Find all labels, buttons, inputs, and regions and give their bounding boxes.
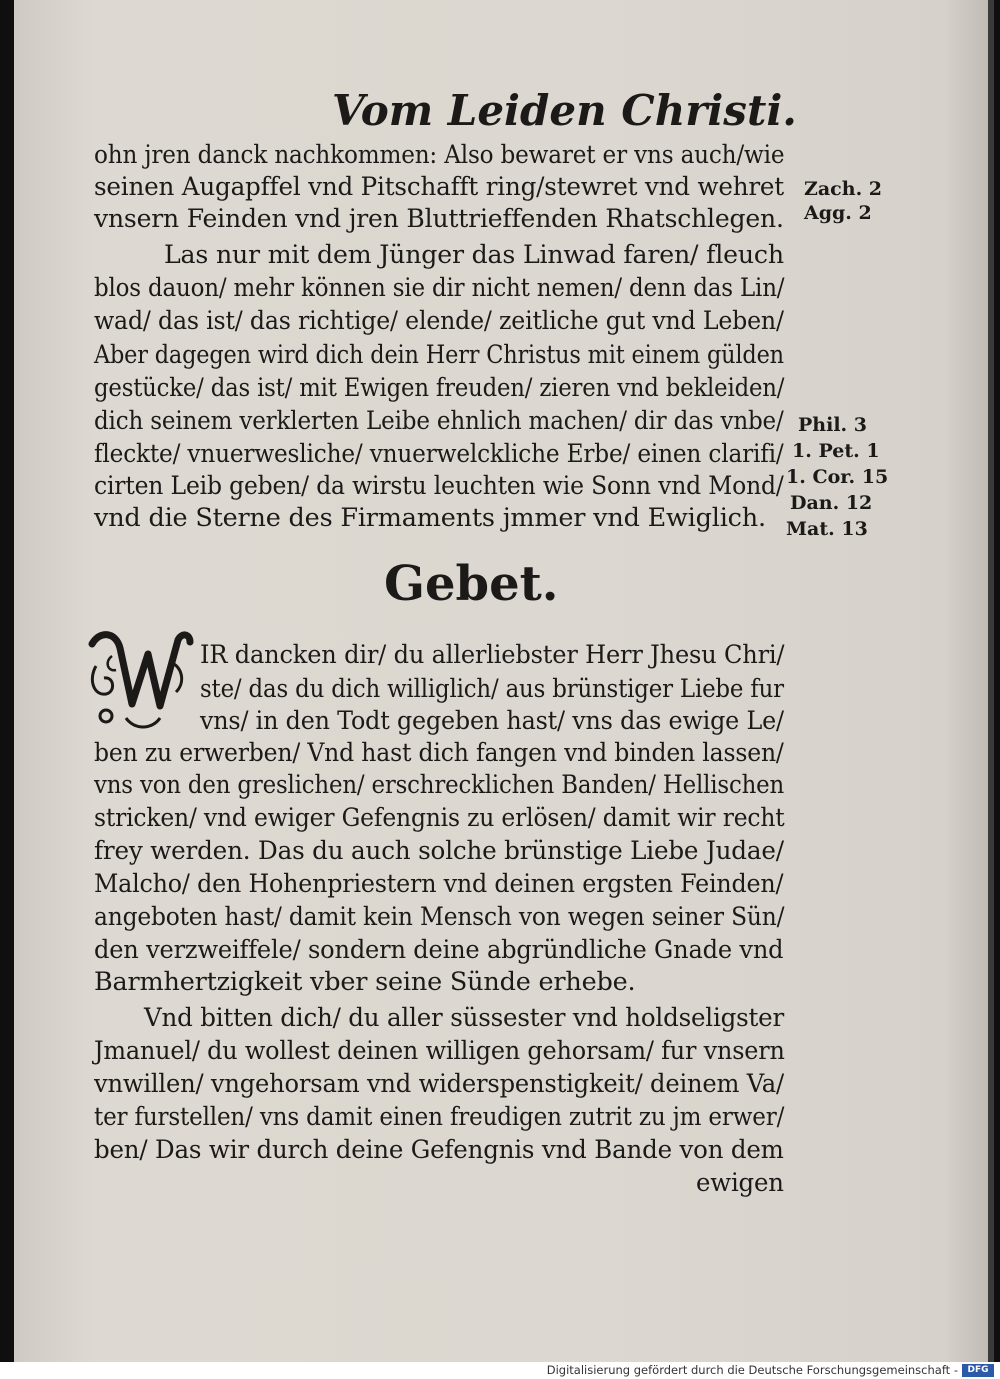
prayer-line: stricken/ vnd ewiger Gefengnis zu erlösen/ damit wir recht [94, 803, 785, 833]
prayer-line: den verzweiffele/ sondern deine abgründliche Gnade vnd [94, 935, 784, 965]
paragraph-line: dich seinem verklerten Leibe ehnlich machen/ dir das vnbe/ [94, 406, 784, 436]
prayer-line: Barmhertzigkeit vber seine Sünde erhebe. [94, 967, 636, 997]
paragraph-line: wad/ das ist/ das richtige/ elende/ zeitliche gut vnd Leben/ [94, 306, 784, 336]
prayer-line: Vnd bitten dich/ du aller süssester vnd holdseligster [144, 1003, 785, 1033]
margin-note: Zach. 2 [804, 178, 883, 200]
paragraph-line: vnsern Feinden vnd jren Bluttrieffenden Rhatschlegen. [94, 204, 784, 234]
margin-note: Phil. 3 [798, 414, 867, 436]
section-title: Gebet. [384, 556, 559, 612]
prayer-line: ste/ das du dich williglich/ aus brünstiger Liebe fur [200, 674, 784, 704]
prayer-line: ben zu erwerben/ Vnd hast dich fangen vnd binden lassen/ [94, 738, 784, 768]
paragraph-line: fleckte/ vnuerwesliche/ vnuerwelckliche Erbe/ einen clarifi/ [94, 439, 784, 469]
digitization-footer [0, 1362, 1000, 1379]
margin-note: Mat. 13 [786, 518, 868, 540]
margin-note: Dan. 12 [790, 492, 873, 514]
paragraph-line: Las nur mit dem Jünger das Linwad faren/ fleuch [164, 240, 784, 270]
drop-cap-ornament [86, 626, 194, 736]
prayer-line: Malcho/ den Hohenpriestern vnd deinen ergsten Feinden/ [94, 869, 784, 899]
margin-note: 1. Pet. 1 [792, 440, 880, 462]
paragraph-line: Aber dagegen wird dich dein Herr Christus mit einem gülden [94, 340, 784, 370]
prayer-line: angeboten hast/ damit kein Mensch von wegen seiner Sün/ [94, 902, 785, 932]
prayer-line: vns von den greslichen/ erschrecklichen Banden/ Hellischen [94, 770, 785, 800]
margin-note: Agg. 2 [804, 202, 872, 224]
catchword: ewigen [696, 1168, 784, 1198]
paragraph-line: blos dauon/ mehr können sie dir nicht nemen/ denn das Lin/ [94, 273, 785, 303]
prayer-line: IR dancken dir/ du allerliebster Herr Jhesu Chri/ [200, 640, 785, 670]
prayer-line: ter furstellen/ vns damit einen freudigen zutrit zu jm erwer/ [94, 1102, 785, 1132]
prayer-line: vnwillen/ vngehorsam vnd widerspenstigkeit/ deinem Va/ [94, 1069, 784, 1099]
page-edge-shadow [988, 0, 994, 1362]
paragraph-line: vnd die Sterne des Firmaments jmmer vnd Ewiglich. [94, 503, 766, 533]
footer-credit: Digitalisierung gefördert durch die Deutsche Forschungsgemeinschaft - [546, 1363, 958, 1377]
dfg-logo[interactable]: DFG [962, 1364, 994, 1377]
prayer-line: vns/ in den Todt gegeben hast/ vns das ewige Le/ [200, 706, 784, 736]
book-page [14, 0, 994, 1362]
prayer-line: Jmanuel/ du wollest deinen willigen gehorsam/ fur vnsern [94, 1036, 785, 1066]
paragraph-line: gestücke/ das ist/ mit Ewigen freuden/ zieren vnd bekleiden/ [94, 373, 785, 403]
paragraph-line: seinen Augapffel vnd Pitschafft ring/stewret vnd wehret [94, 172, 785, 202]
running-title: Vom Leiden Christi. [332, 86, 797, 135]
prayer-line: frey werden. Das du auch solche brünstige Liebe Judae/ [94, 836, 784, 866]
paragraph-line: ohn jren danck nachkommen: Also bewaret er vns auch/wie [94, 140, 785, 170]
prayer-line: ben/ Das wir durch deine Gefengnis vnd Bande von dem [94, 1135, 784, 1165]
margin-note: 1. Cor. 15 [786, 466, 889, 488]
paragraph-line: cirten Leib geben/ da wirstu leuchten wie Sonn vnd Mond/ [94, 471, 784, 501]
